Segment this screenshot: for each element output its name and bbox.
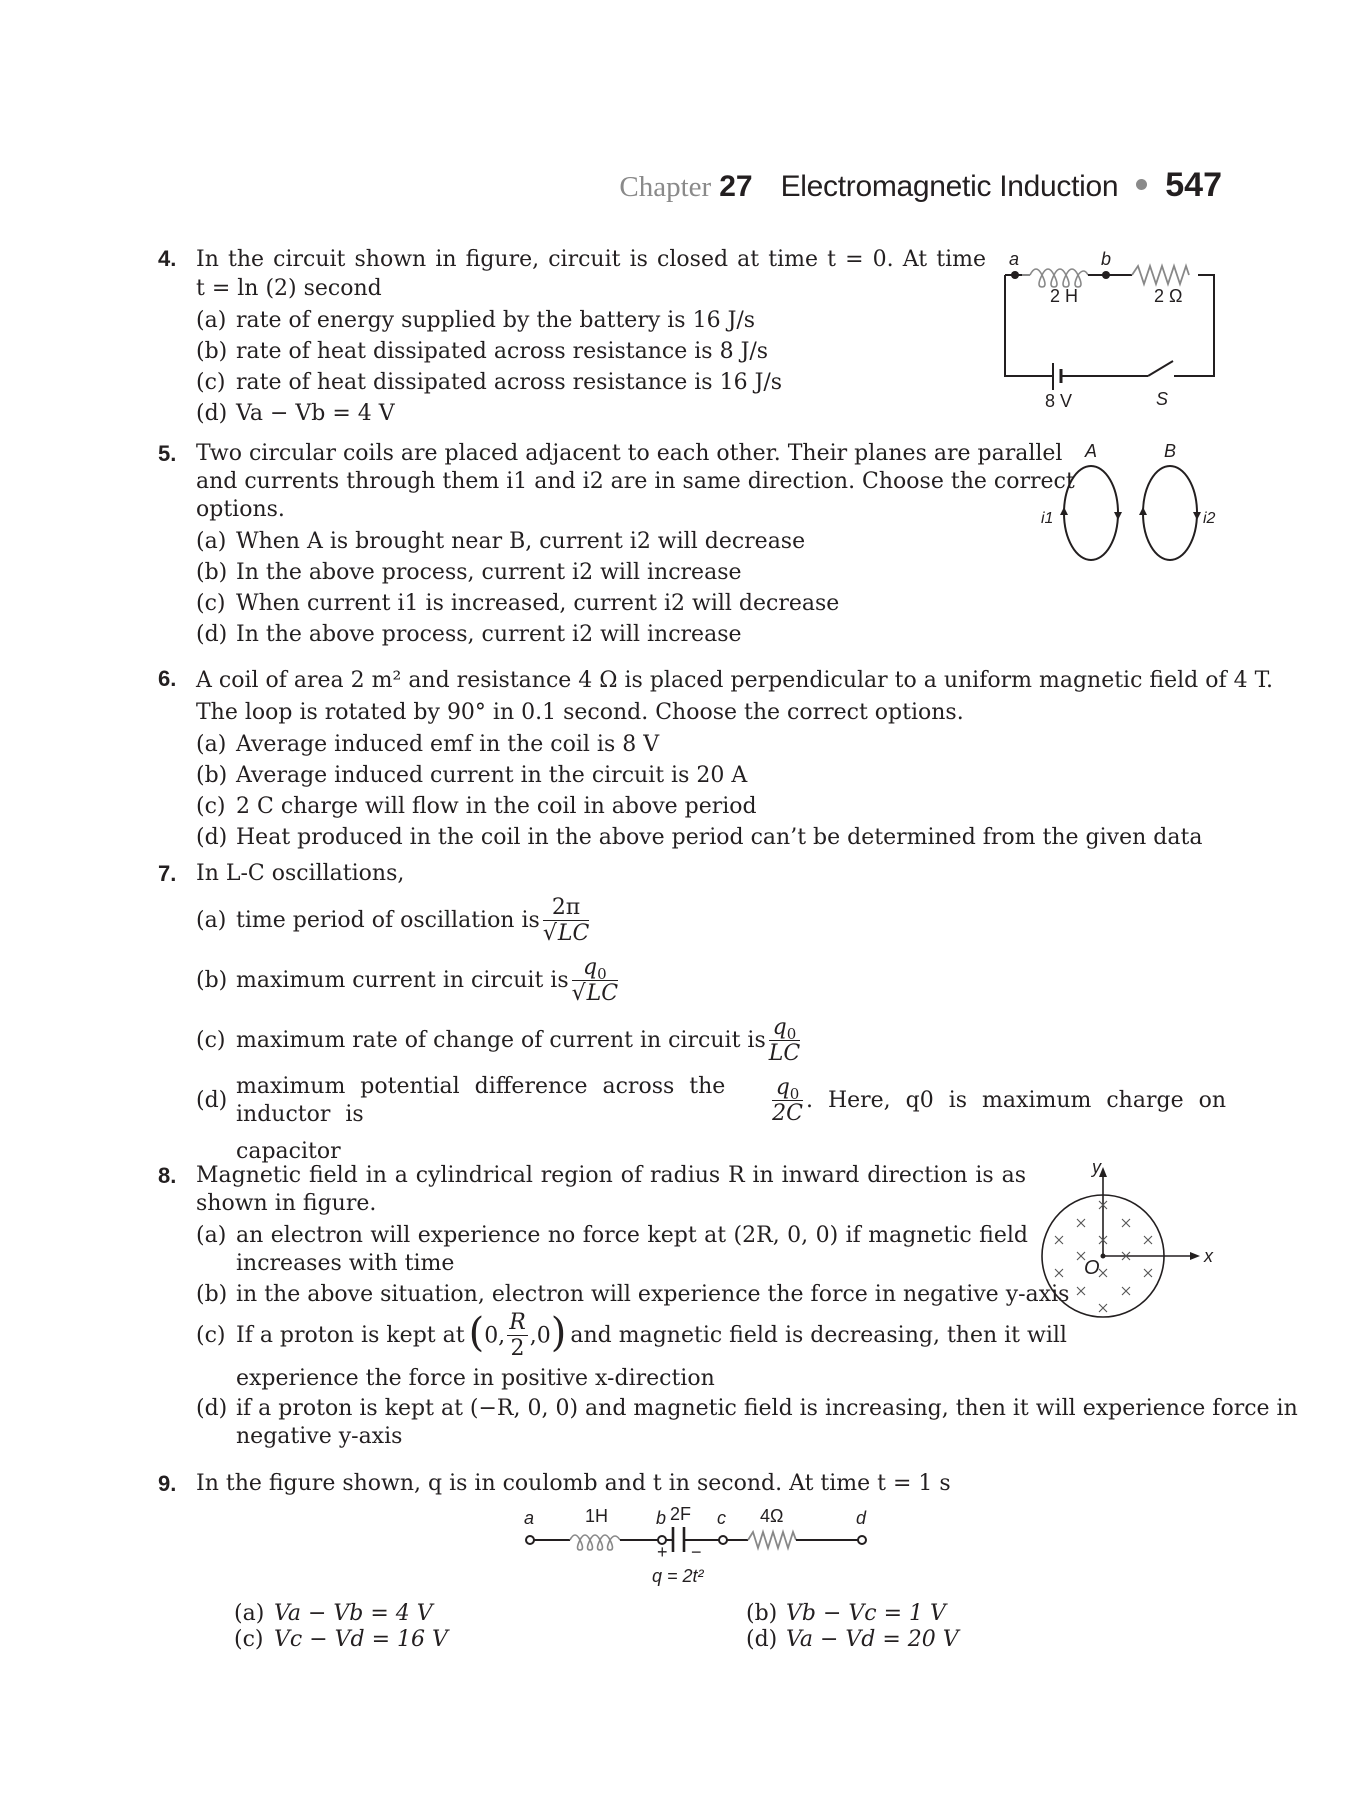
option-text: Vc − Vd = 16 V bbox=[274, 1627, 448, 1652]
running-header bbox=[619, 166, 1222, 205]
question-text-line1: In the figure shown, q is in coulomb and t in second. At time t = 1 s bbox=[196, 1471, 951, 1496]
x-axis-arrow-icon bbox=[1190, 1252, 1200, 1260]
arrow-down-icon bbox=[1193, 512, 1201, 520]
point-coordinates: (0, $\frac{R}{2}$ ,0) bbox=[468, 1309, 567, 1361]
chapter-number: 27 bbox=[719, 170, 753, 203]
inductor-label: 2 H bbox=[1050, 286, 1079, 306]
option-d[interactable] bbox=[746, 1626, 959, 1654]
fraction bbox=[543, 896, 589, 947]
option-c[interactable] bbox=[196, 369, 988, 397]
coil-b-label: B bbox=[1164, 441, 1177, 461]
arrow-down-icon bbox=[1114, 512, 1122, 520]
arrow-up-icon bbox=[1139, 507, 1147, 515]
option-b[interactable] bbox=[196, 952, 1228, 1010]
option-label: (b) bbox=[196, 560, 228, 585]
question-text bbox=[196, 245, 986, 275]
question-5 bbox=[158, 440, 1075, 649]
option-a[interactable] bbox=[196, 731, 1228, 759]
question-number: 4. bbox=[158, 246, 177, 271]
question-text-line3: options. bbox=[196, 497, 285, 522]
question-number: 9. bbox=[158, 1471, 177, 1496]
option-b[interactable] bbox=[196, 762, 1228, 790]
option-label: (a) bbox=[234, 1601, 265, 1626]
node-a-label: a bbox=[1009, 249, 1020, 269]
option-text: an electron will experience no force kept at (2R, 0, 0) if magnetic field bbox=[236, 1223, 1028, 1248]
fraction bbox=[772, 1076, 803, 1127]
option-label: (d) bbox=[196, 1396, 228, 1421]
option-d[interactable] bbox=[196, 400, 988, 428]
option-text: Heat produced in the coil in the above period can’t be determined from the given data bbox=[236, 825, 1203, 850]
fraction-denominator: √LC bbox=[571, 980, 619, 1006]
origin-dot bbox=[1101, 1254, 1106, 1259]
option-text-post: and magnetic field is decreasing, then it will bbox=[570, 1323, 1067, 1348]
node-a-label: a bbox=[524, 1508, 535, 1528]
option-text: Average induced current in the circuit is 20 A bbox=[236, 763, 748, 788]
option-label: (d) bbox=[196, 622, 228, 647]
x-axis-label: x bbox=[1204, 1246, 1213, 1266]
option-text: maximum potential difference across the inductor is bbox=[236, 1074, 726, 1127]
chapter-title: Electromagnetic Induction bbox=[780, 170, 1119, 203]
option-text-after: . Here, q0 is maximum charge on bbox=[805, 1088, 1226, 1113]
option-c[interactable] bbox=[196, 1012, 1228, 1070]
fraction-denominator-text: LC bbox=[768, 1040, 801, 1066]
question-7 bbox=[158, 860, 1228, 1166]
option-text: 2 C charge will flow in the coil in above period bbox=[236, 794, 757, 819]
option-text: If a proton is kept at bbox=[236, 1323, 465, 1348]
option-text: rate of energy supplied by the battery is 16 J/s bbox=[236, 308, 756, 333]
option-label: (a) bbox=[196, 908, 227, 933]
question-text-line2: t = ln (2) second bbox=[196, 276, 382, 301]
option-text: if a proton is kept at (−R, 0, 0) and magnetic field is increasing, then it will experience force in bbox=[236, 1396, 1298, 1421]
node-b-dot bbox=[1102, 271, 1110, 279]
option-label: (a) bbox=[196, 308, 227, 333]
fraction-denominator-text: 2C bbox=[772, 1100, 803, 1126]
option-label: (b) bbox=[196, 763, 228, 788]
option-text: When A is brought near B, current i2 will decrease bbox=[236, 529, 806, 554]
switch-label: S bbox=[1156, 389, 1169, 409]
option-label: (c) bbox=[196, 370, 226, 395]
fraction-numerator: 2π bbox=[543, 896, 589, 921]
question-number: 5. bbox=[158, 441, 177, 466]
option-text: Va − Vd = 20 V bbox=[786, 1627, 959, 1652]
y-axis-label: y bbox=[1092, 1157, 1101, 1177]
charge-equation-label: q = 2t² bbox=[652, 1566, 704, 1586]
option-label: (b) bbox=[196, 339, 228, 364]
node-a-dot bbox=[1011, 271, 1019, 279]
battery-label: 8 V bbox=[1045, 391, 1073, 411]
option-text-cont: increases with time bbox=[236, 1251, 455, 1276]
question-text-line2: and currents through them i1 and i2 are in same direction. Choose the correct bbox=[196, 469, 1075, 494]
option-a[interactable] bbox=[196, 1222, 1028, 1278]
node-b-label: b bbox=[656, 1508, 667, 1528]
question-9 bbox=[158, 1470, 1228, 1498]
option-b[interactable] bbox=[746, 1600, 946, 1628]
fraction bbox=[769, 1016, 800, 1067]
capacitor-label: 2F bbox=[670, 1504, 692, 1524]
fraction-denominator: √LC bbox=[542, 920, 590, 946]
question-text-line1: A coil of area 2 m² and resistance 4 Ω is placed perpendicular to a uniform magnetic field of 4 T. bbox=[196, 668, 1274, 693]
magnetic-field-region-figure bbox=[1040, 1155, 1240, 1335]
option-label: (a) bbox=[196, 529, 227, 554]
option-text: in the above situation, electron will experience the force in negative y-axis bbox=[236, 1282, 1070, 1307]
bullet-separator-icon bbox=[1136, 179, 1147, 190]
option-d[interactable] bbox=[196, 1395, 1298, 1451]
chapter-word: Chapter bbox=[619, 171, 712, 203]
option-label: (c) bbox=[196, 1323, 226, 1348]
fraction-numerator: $q_0$ bbox=[769, 1016, 800, 1041]
question-text-line2: The loop is rotated by 90° in 0.1 second. Choose the correct options. bbox=[196, 700, 964, 725]
option-d[interactable] bbox=[196, 824, 1228, 852]
resistor-label: 2 Ω bbox=[1154, 286, 1183, 306]
option-label: (a) bbox=[196, 732, 227, 757]
current-i2-label: i2 bbox=[1203, 510, 1216, 527]
option-text: Vb − Vc = 1 V bbox=[786, 1601, 946, 1626]
fraction-numerator: $q_0$ bbox=[572, 956, 618, 981]
option-c-continuation: experience the force in positive x-direction bbox=[236, 1366, 715, 1391]
option-b[interactable] bbox=[196, 559, 1028, 587]
option-text: rate of heat dissipated across resistance is 16 J/s bbox=[236, 370, 783, 395]
question-6 bbox=[158, 665, 1274, 852]
option-text: maximum current in circuit is bbox=[236, 968, 569, 993]
two-coils-figure bbox=[1035, 435, 1235, 570]
option-text-cont: negative y-axis bbox=[236, 1424, 403, 1449]
question-text-line: In the circuit shown in figure, circuit is closed at time bbox=[196, 247, 819, 272]
option-label: (d) bbox=[196, 1088, 228, 1113]
fraction bbox=[572, 956, 618, 1007]
option-text: Va − Vb = 4 V bbox=[236, 401, 395, 426]
option-a[interactable] bbox=[234, 1600, 433, 1628]
resistor-label: 4Ω bbox=[760, 1506, 784, 1526]
option-label: (a) bbox=[196, 1223, 227, 1248]
option-b[interactable] bbox=[196, 338, 988, 366]
fraction-denominator bbox=[769, 1041, 800, 1067]
option-label: (c) bbox=[196, 1028, 226, 1053]
option-a[interactable] bbox=[196, 892, 1228, 950]
option-label: (d) bbox=[196, 401, 228, 426]
page-number: 547 bbox=[1165, 166, 1222, 204]
arrow-up-icon bbox=[1060, 507, 1068, 515]
inductor-label: 1H bbox=[585, 1506, 609, 1526]
option-d-continuation: capacitor bbox=[236, 1139, 341, 1164]
option-label: (b) bbox=[196, 1282, 228, 1307]
origin-label: O bbox=[1084, 1257, 1100, 1279]
option-d[interactable] bbox=[196, 621, 1028, 649]
fraction-denominator bbox=[772, 1101, 803, 1127]
option-c[interactable] bbox=[234, 1626, 448, 1654]
option-c[interactable] bbox=[196, 590, 1028, 618]
question-number: 8. bbox=[158, 1163, 177, 1188]
option-label: (c) bbox=[196, 794, 226, 819]
option-text: time period of oscillation is bbox=[236, 908, 540, 933]
option-text: In the above process, current i2 will increase bbox=[236, 560, 742, 585]
option-label: (b) bbox=[746, 1601, 778, 1626]
question-text-line1: Two circular coils are placed adjacent to each other. Their planes are parallel bbox=[196, 441, 1063, 466]
question-number: 6. bbox=[158, 666, 177, 691]
option-text: maximum rate of change of current in circuit is bbox=[236, 1028, 766, 1053]
coil-a-label: A bbox=[1085, 441, 1098, 461]
option-c[interactable] bbox=[196, 793, 1228, 821]
option-text: When current i1 is increased, current i2 will decrease bbox=[236, 591, 840, 616]
question-4 bbox=[158, 245, 988, 428]
lcr-series-figure bbox=[510, 1500, 890, 1590]
option-d[interactable] bbox=[196, 1072, 1226, 1130]
option-label: (c) bbox=[234, 1627, 264, 1652]
option-a[interactable] bbox=[196, 528, 1028, 556]
option-a[interactable] bbox=[196, 307, 988, 335]
node-c-label: c bbox=[717, 1508, 726, 1528]
option-text: In the above process, current i2 will increase bbox=[236, 622, 742, 647]
option-text: Va − Vb = 4 V bbox=[274, 1601, 433, 1626]
plus-sign: + bbox=[657, 1542, 668, 1562]
sqrt-radicand: LC bbox=[586, 980, 619, 1006]
question-text-eq: t = 0. At time bbox=[827, 247, 986, 272]
option-label: (c) bbox=[196, 591, 226, 616]
rl-circuit-figure bbox=[1000, 245, 1230, 415]
option-label: (b) bbox=[196, 968, 228, 993]
option-label: (d) bbox=[746, 1627, 778, 1652]
option-label: (d) bbox=[196, 825, 228, 850]
question-text-line2: shown in figure. bbox=[196, 1191, 377, 1216]
node-d-label: d bbox=[856, 1508, 867, 1528]
option-text: Average induced emf in the coil is 8 V bbox=[236, 732, 660, 757]
option-text: rate of heat dissipated across resistance is 8 J/s bbox=[236, 339, 769, 364]
minus-sign: − bbox=[691, 1542, 702, 1562]
node-b-label: b bbox=[1101, 249, 1112, 269]
sqrt-radicand: LC bbox=[557, 920, 590, 946]
question-text-line1: Magnetic field in a cylindrical region of radius R in inward direction is as bbox=[196, 1163, 1026, 1188]
current-i1-label: i1 bbox=[1041, 510, 1054, 527]
question-number: 7. bbox=[158, 861, 177, 886]
fraction-numerator: $q_0$ bbox=[772, 1076, 803, 1101]
question-text-line1: In L-C oscillations, bbox=[196, 861, 405, 886]
